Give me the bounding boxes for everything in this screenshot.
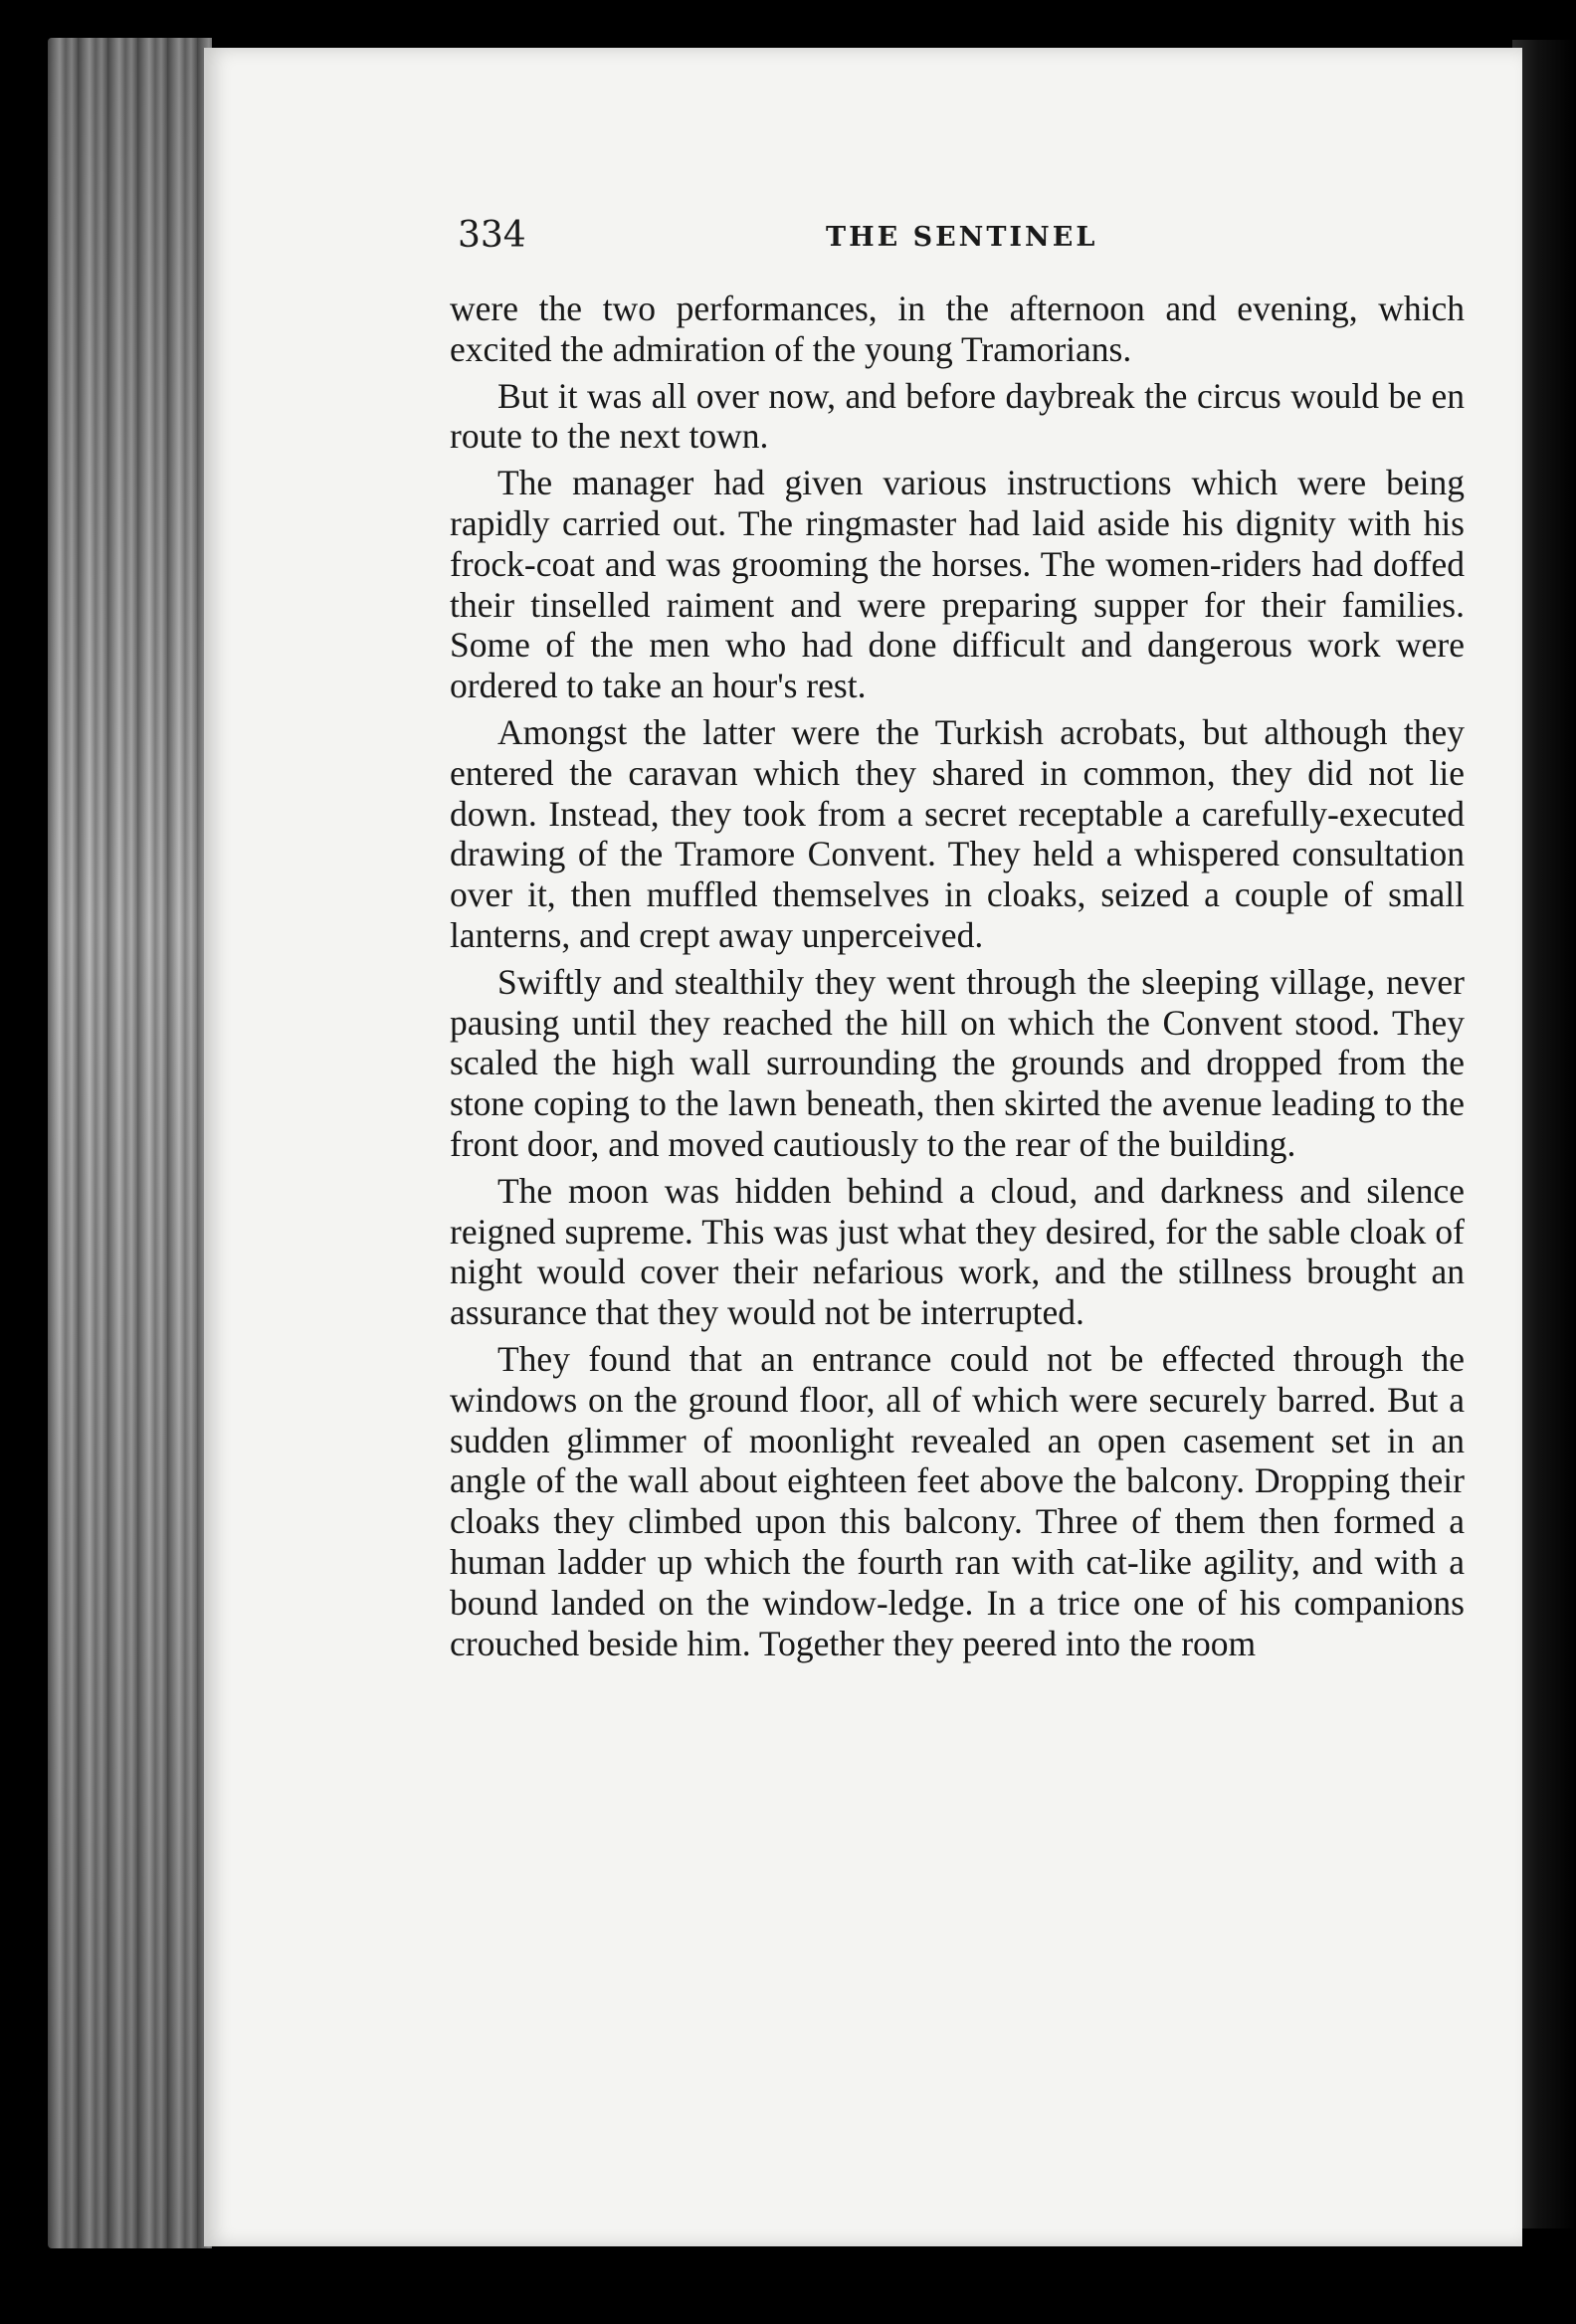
- paragraph: Amongst the latter were the Turkish acrobats, but although they entered the caravan which they shared in common, they did not lie down. Instead, they took from a secret receptable a carefully-executed drawing of the Tramore Convent. They held a whispered consultation over it, then muffled themselves in cloaks, seized a couple of small lanterns, and crept away unperceived.: [450, 711, 1465, 955]
- paragraph: were the two performances, in the afternoon and evening, which excited the admiration of the young Tramorians.: [450, 289, 1465, 369]
- running-head: [458, 211, 1463, 261]
- paragraph: Swiftly and stealthily they went through the sleeping village, never pausing until they reached the hill on which the Convent stood. They scaled the high wall surrounding the grounds and dropped from the stone coping to the lawn beneath, then skirted the avenue leading to the front door, and moved cautiously to the rear of the building.: [450, 961, 1465, 1164]
- paragraph: They found that an entrance could not be effected through the windows on the ground floor, all of which were securely barred. But a sudden glimmer of moonlight revealed an open casement set in an angle of the wall about eighteen feet above the balcony. Dropping their cloaks they climbed upon this balcony. Three of them then formed a human ladder up which the fourth ran with cat-like agility, and with a bound landed on the window-ledge. In a trice one of his companions crouched beside him. Together they peered into the room: [450, 1338, 1465, 1663]
- paragraph: But it was all over now, and before daybreak the circus would be en route to the next town.: [450, 375, 1465, 457]
- paragraph: The manager had given various instructions which were being rapidly carried out. The ringmaster had laid aside his dignity with his frock-coat and was grooming the horses. The women-riders had doffed their tinselled raiment and were preparing supper for their families. Some of the men who had done difficult and dangerous work were ordered to take an hour's rest.: [450, 463, 1465, 706]
- page-number: 334: [458, 215, 526, 256]
- body-text: [450, 289, 1465, 1669]
- running-title: THE SENTINEL: [826, 222, 1098, 253]
- book-page-edges: [48, 38, 212, 2248]
- paragraph: The moon was hidden behind a cloud, and darkness and silence reigned supreme. This was just what they desired, for the sable cloak of night would cover their nefarious work, and the stillness brought an assurance that they would not be interrupted.: [450, 1170, 1465, 1333]
